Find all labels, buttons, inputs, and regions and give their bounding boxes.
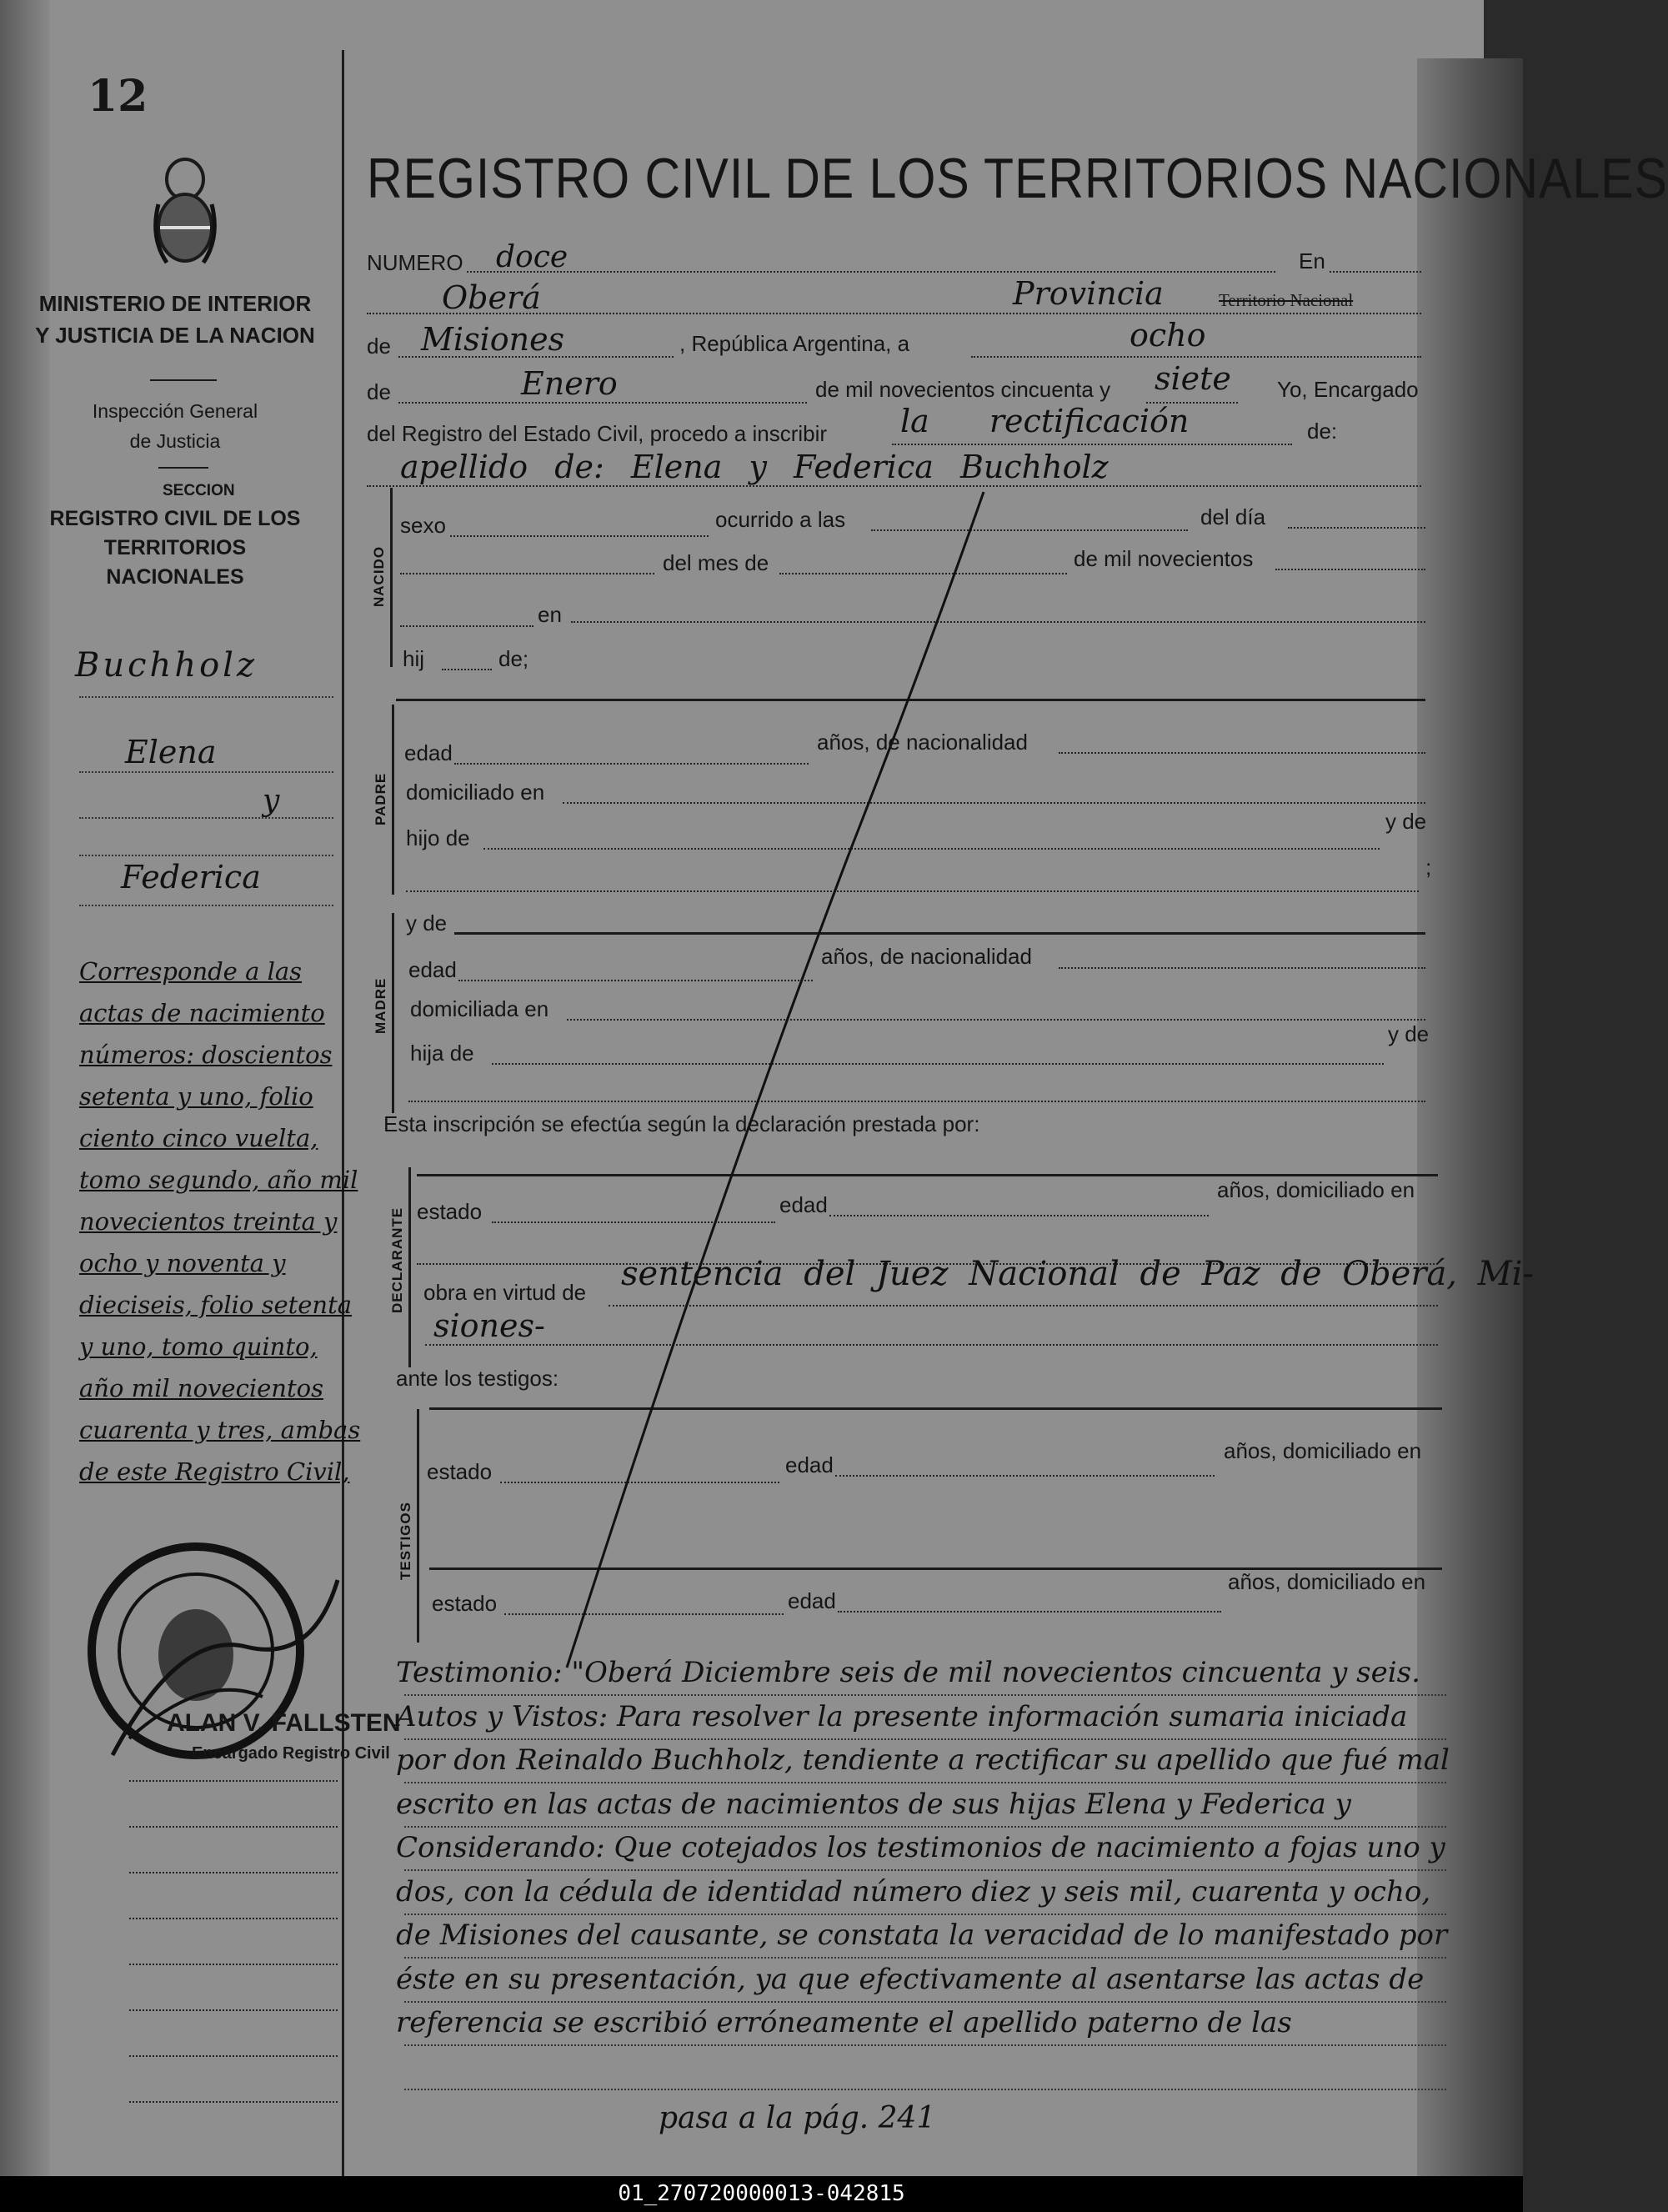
nacido-bar — [390, 488, 393, 667]
de4-label: de; — [498, 646, 529, 671]
seccion-name: REGISTRO CIVIL DE LOS TERRITORIOS NACIONALES — [49, 507, 301, 589]
margin-rule — [129, 1918, 338, 1919]
document-title: REGISTRO CIVIL DE LOS TERRITORIOS NACIONALES — [367, 147, 1668, 211]
obra-value2: siones- — [433, 1307, 545, 1344]
padre-bar — [392, 705, 394, 895]
declarante-side-label: DECLARANTE — [389, 1206, 405, 1313]
nacionalidad-padre-label: años, de nacionalidad — [817, 730, 1028, 755]
estado-decl-label: estado — [417, 1199, 483, 1224]
domiciliada-label: domiciliada en — [410, 996, 549, 1021]
dia-rule — [971, 356, 1421, 358]
obra-label: obra en virtud de — [423, 1280, 587, 1305]
nacionalidad-madre-label: años, de nacionalidad — [821, 944, 1032, 969]
image-id-footer: 01_270720000013-042815 — [0, 2176, 1523, 2212]
edad-t1-label: edad — [785, 1452, 834, 1477]
territorio-label: Territorio Nacional — [1219, 290, 1354, 310]
acto-rule — [892, 444, 1292, 445]
hij-rule — [442, 669, 492, 670]
nac-padre-rule — [1059, 752, 1425, 754]
margin-rule — [129, 1872, 338, 1873]
y-de-madre2-label: y de — [1388, 1021, 1430, 1046]
anios-dom-t2-label: años, domiciliado en — [1228, 1569, 1426, 1594]
inspeccion-label: Inspección General de Justicia — [92, 400, 258, 452]
dia-value: ocho — [1130, 317, 1206, 354]
margin-name2: Federica — [121, 859, 261, 895]
declarante-bar — [408, 1167, 411, 1367]
y-de-madre-label: y de — [406, 910, 448, 935]
margin-note: Corresponde a las actas de nacimiento números: doscientos setenta y uno, folio ciento cinco vuelta, tomo segundo, año mil novecientos treinta y ocho y noventa y dieciseis, folio setenta y uno, tomo quinto, año mil novecientos cuarenta y tres, ambas de este Registro Civil, — [79, 957, 361, 1486]
y-de-padre-label: y de — [1385, 809, 1427, 834]
margin-rule — [129, 1826, 338, 1828]
edad-padre-label: edad — [404, 740, 453, 765]
hija-de-label: hija de — [410, 1041, 474, 1066]
margin-rule — [79, 817, 333, 819]
continuation-note: pasa a la pág. 241 — [659, 2101, 936, 2135]
margin-rule — [79, 855, 333, 856]
de3-label: de: — [1307, 419, 1338, 444]
mes-rule — [398, 402, 807, 404]
madre-side-label: MADRE — [373, 977, 388, 1034]
nac-madre-rule — [1059, 967, 1425, 969]
apellido-rule — [367, 485, 1421, 487]
edad-decl-label: edad — [779, 1192, 828, 1217]
del-dia-label: del día — [1200, 504, 1266, 529]
ministry-name: MINISTERIO DE INTERIOR Y JUSTICIA DE LA NACION — [35, 291, 315, 348]
en-label: En — [1299, 248, 1325, 273]
cancellation-stroke — [533, 492, 1034, 1676]
estado-t1-label: estado — [427, 1459, 493, 1484]
apellido-value: apellido de: Elena y Federica Buchholz — [400, 449, 1109, 485]
seccion-label: SECCION — [163, 482, 235, 499]
margin-rule — [129, 2009, 338, 2011]
margin-name1: Elena — [125, 734, 217, 770]
yo-label: Yo, Encargado — [1277, 377, 1419, 402]
provincia-value: Provincia — [1013, 275, 1164, 312]
anio-value: siete — [1155, 360, 1231, 397]
testimonio-text: Testimonio: "Oberá Diciembre seis de mil novecientos cincuenta y seis. Autos y Vistos: Para resolver la presente información sumaria iniciada por don Reinaldo Buchholz, tendiente a rectificar su apellido que fué mal escrito en las actas de nacimientos de sus hijas Elena y Federica y Considerando: Que cotejados los testimonios de nacimiento a fojas uno y dos, con la cédula de identidad número diez y seis mil, cuarenta y ocho, de Misiones del causante, se constata la veracidad de lo manifestado por éste en su presentación, ya que efectivamente al asentarse las actas de referencia se escribió erróneamente el apellido paterno de las — [396, 1656, 1450, 2039]
testigos-label: ante los testigos: — [396, 1366, 559, 1391]
localidad-value: Oberá — [442, 279, 541, 316]
stamp-role: Encargado Registro Civil — [192, 1744, 390, 1763]
padre-side-label: PADRE — [373, 772, 388, 825]
margin-rule — [79, 771, 333, 773]
madre-bar — [392, 913, 394, 1113]
anios-dom-decl-label: años, domiciliado en — [1217, 1177, 1415, 1202]
mil-nov-label: de mil novecientos — [1074, 546, 1254, 571]
margin-rule — [129, 2055, 338, 2057]
divider — [150, 379, 217, 381]
mes-value: Enero — [521, 365, 618, 402]
margin-rule — [79, 696, 333, 698]
registro-label: del Registro del Estado Civil, procedo a inscribir — [367, 421, 828, 446]
en-rule — [1330, 271, 1421, 273]
numero-value: doce — [496, 240, 569, 274]
edad-madre-label: edad — [408, 957, 457, 982]
anio-nac-rule — [1275, 569, 1425, 570]
testimonio-rule — [404, 2089, 1446, 2090]
estado-t2-label: estado — [432, 1591, 498, 1616]
margin-surname: Buchholz — [75, 646, 258, 685]
inscripcion-label: Esta inscripción se efectúa según la declaración prestada por: — [383, 1111, 980, 1136]
stamp-name: ALAN V. FALLSTEN — [167, 1709, 401, 1737]
testigos-bar — [417, 1409, 419, 1643]
nac-rule — [400, 625, 533, 627]
acto-value: la rectificación — [900, 403, 1190, 439]
dia-nac-rule — [1288, 527, 1425, 529]
margin-rule — [129, 2101, 338, 2103]
de-label: de — [367, 334, 391, 359]
hij-label: hij — [403, 646, 425, 671]
semicolon: ; — [1425, 855, 1432, 880]
en2-label: en — [538, 602, 562, 627]
de2-label: de — [367, 379, 391, 404]
margin-rule — [79, 905, 333, 906]
divider — [158, 467, 208, 469]
territorio-value: Misiones — [421, 321, 565, 358]
ocurrido-label: ocurrido a las — [715, 507, 846, 532]
numero-label: NUMERO — [367, 250, 463, 275]
obra-value: sentencia del Juez Nacional de Paz de Oberá, Mi- — [621, 1255, 1534, 1293]
testigos-side-label: TESTIGOS — [398, 1502, 413, 1580]
del-mes-label: del mes de — [663, 550, 769, 575]
margin-rule — [129, 1780, 338, 1782]
sexo-label: sexo — [400, 513, 446, 538]
nacido-side-label: NACIDO — [371, 545, 387, 607]
margin-rule — [129, 1964, 338, 1965]
hijo-de-label: hijo de — [406, 825, 470, 850]
coat-of-arms-icon — [150, 154, 221, 275]
edad-t2-label: edad — [788, 1588, 836, 1613]
page-number: 12 — [88, 71, 148, 122]
numero-rule — [467, 271, 1275, 273]
republica-label: , República Argentina, a — [679, 331, 910, 356]
mil-label: de mil novecientos cincuenta y — [815, 377, 1111, 402]
margin-conj: y — [263, 784, 280, 818]
anios-dom-t1-label: años, domiciliado en — [1224, 1438, 1422, 1463]
domiciliado-padre-label: domiciliado en — [406, 780, 545, 805]
